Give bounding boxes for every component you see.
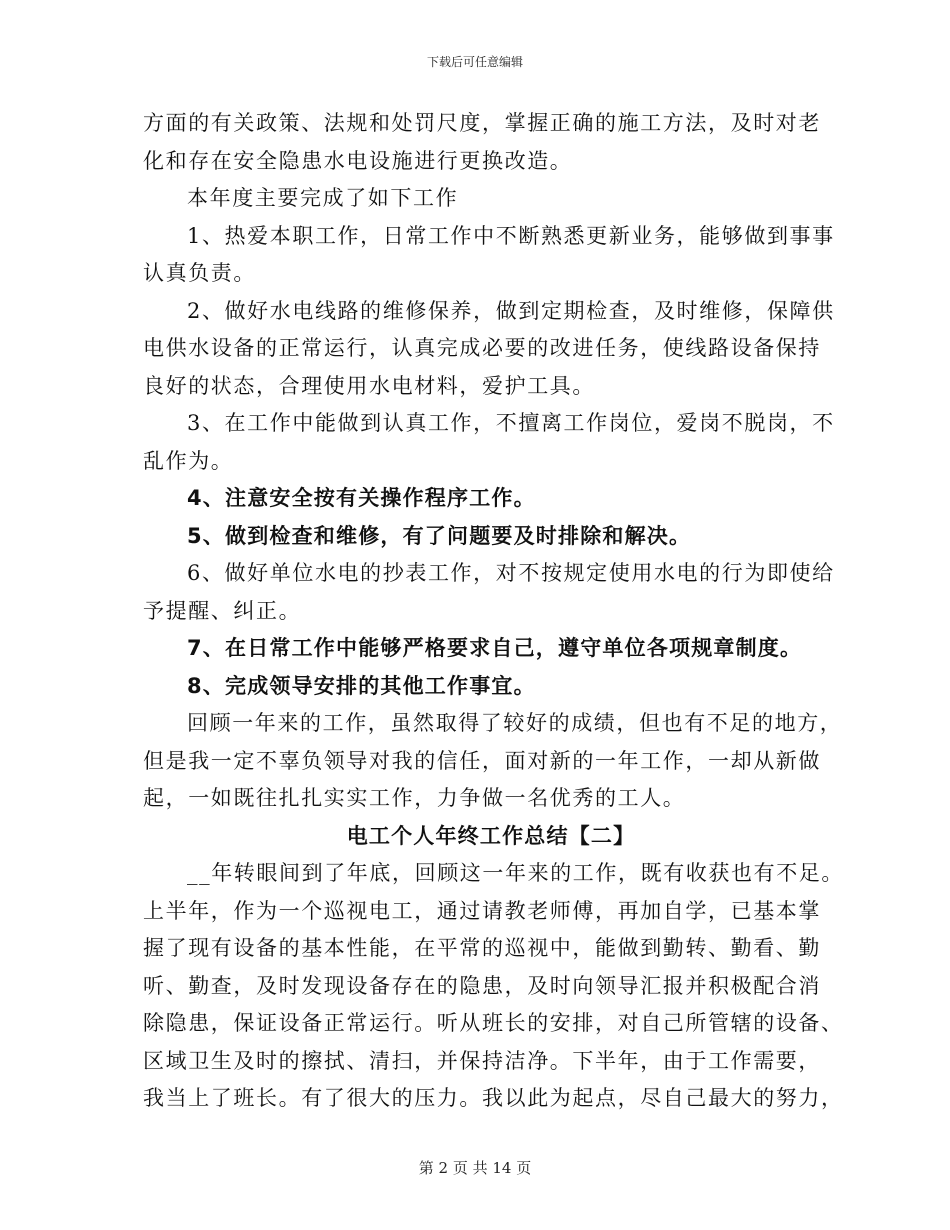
list-item-7: 7、在日常工作中能够严格要求自己，遵守单位各项规章制度。 [187,636,803,660]
paragraph-line: 我当上了班长。有了很大的压力。我以此为起点，尽自己最大的努力， [143,1086,844,1110]
paragraph-line: 听、勤查，及时发现设备存在的隐患，及时向领导汇报并积极配合消 [143,973,821,998]
paragraph-line: 但是我一定不辜负领导对我的信任，面对新的一年工作，一却从新做 [143,748,821,773]
paragraph-line: 良好的状态，合理使用水电材料，爱护工具。 [143,373,595,398]
list-item-3: 3、在工作中能做到认真工作，不擅离工作岗位，爱岗不脱岗，不 [187,411,835,435]
paragraph-line: 握了现有设备的基本性能，在平常的巡视中，能做到勤转、勤看、勤 [143,936,821,960]
header-note: 下载后可任意编辑 [426,55,523,69]
paragraph-line: 上半年，作为一个巡视电工，通过请教老师傅，再加自学，已基本掌 [143,898,821,923]
list-item-8: 8、完成领导安排的其他工作事宜。 [187,673,536,698]
paragraph-line: 乱作为。 [143,448,234,473]
document-body [143,105,844,1118]
paragraph-line: 除隐患，保证设备正常运行。听从班长的安排，对自己所管辖的设备、 [143,1011,844,1035]
list-item-4: 4、注意安全按有关操作程序工作。 [187,486,536,510]
paragraph-line: 区域卫生及时的擦拭、清扫，并保持洁净。下半年，由于工作需要， [143,1048,821,1073]
paragraph-line: 认真负责。 [143,261,256,285]
paragraph-line: 予提醒、纠正。 [143,598,302,623]
paragraph-line: __年转眼间到了年底，回顾这一年来的工作，既有收获也有不足。 [187,861,844,885]
list-item-2: 2、做好水电线路的维修保养，做到定期检查，及时维修，保障供 [187,298,835,323]
list-item-6: 6、做好单位水电的抄表工作，对不按规定使用水电的行为即使给 [187,561,835,585]
list-item-5: 5、做到检查和维修，有了问题要及时排除和解决。 [187,523,692,548]
paragraph-line: 电供水设备的正常运行，认真完成必要的改进任务，使线路设备保持 [143,336,821,360]
section-heading: 电工个人年终工作总结【二】 [346,823,636,848]
page-number: 第 2 页 共 14 页 [418,1159,532,1177]
list-item-1: 1、热爱本职工作，日常工作中不断熟悉更新业务，能够做到事事 [187,223,835,248]
paragraph-line: 本年度主要完成了如下工作 [187,186,459,210]
paragraph-line: 方面的有关政策、法规和处罚尺度，掌握正确的施工方法，及时对老 [143,111,821,135]
paragraph-line: 回顾一年来的工作，虽然取得了较好的成绩，但也有不足的地方， [187,711,843,735]
paragraph-line: 化和存在安全隐患水电设施进行更换改造。 [143,148,573,173]
paragraph-line: 起，一如既往扎扎实实工作，力争做一名优秀的工人。 [143,786,686,810]
